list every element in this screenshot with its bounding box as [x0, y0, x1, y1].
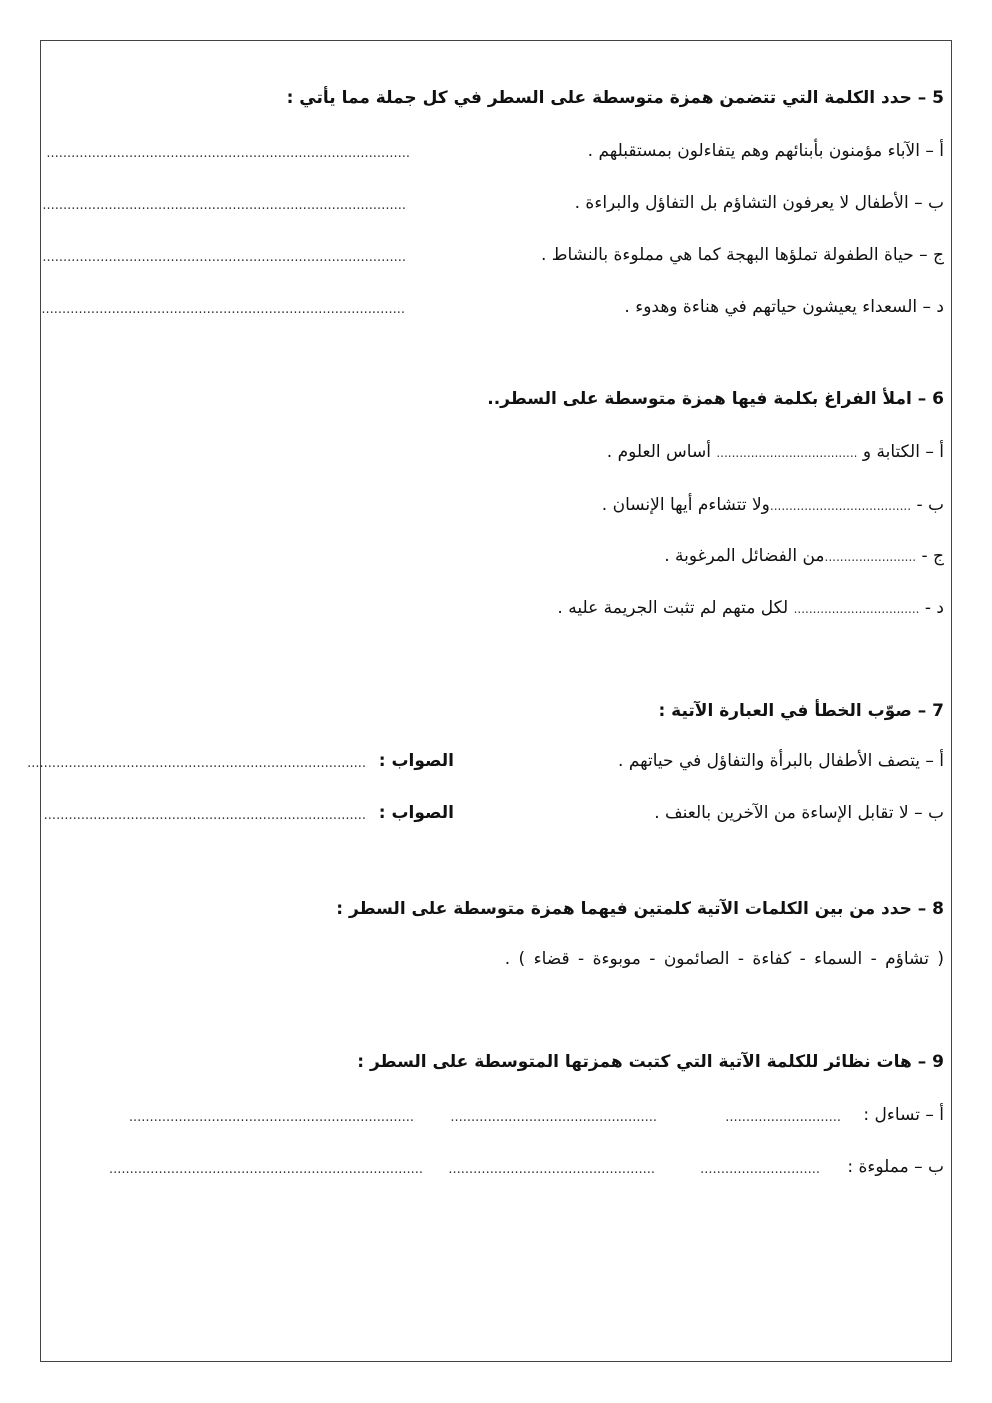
q9-answer-b-1[interactable]: .............................	[700, 1162, 820, 1177]
q9-answer-a-1[interactable]: ............................	[725, 1110, 841, 1125]
q5-title: 5 – حدد الكلمة التي تتضمن همزة متوسطة على السطر في كل جملة مما يأتي :	[286, 88, 944, 108]
q7-answer-b[interactable]: ..............................................................................	[43, 808, 366, 823]
q6-item-d-suffix: لكل متهم لم تثبت الجريمة عليه .	[557, 598, 794, 618]
q7-item-a: أ – يتصف الأطفال بالبرأة والتفاؤل في حياتهم .	[618, 751, 944, 771]
q6-item-c-suffix: من الفضائل المرغوبة .	[664, 546, 825, 566]
q9-item-b-label: ب – مملوءة :	[847, 1157, 944, 1177]
q6-item-a	[607, 441, 944, 464]
q9-answer-b-3[interactable]: ............................................................................	[108, 1162, 423, 1177]
q5-item-d: د – السعداء يعيشون حياتهم في هناءة وهدوء .	[624, 297, 944, 317]
q6-item-c-prefix: ج -	[916, 546, 944, 566]
q6-title: 6 – املأ الفراغ بكلمة فيها همزة متوسطة على السطر..	[487, 389, 944, 409]
q5-item-c: ج – حياة الطفولة تملؤها البهجة كما هي مملوءة بالنشاط .	[540, 245, 944, 265]
q6-blank-d[interactable]: .................................	[793, 602, 920, 616]
q6-item-d	[557, 597, 944, 620]
q6-blank-c[interactable]: ........................	[824, 550, 917, 564]
q7-answer-label-b: الصواب :	[378, 803, 454, 823]
q6-item-c	[664, 545, 944, 568]
q5-answer-a[interactable]: ........................................................................................	[46, 146, 410, 161]
q5-answer-d[interactable]: ........................................................................................	[41, 302, 405, 317]
q5-answer-c[interactable]: ........................................................................................	[42, 250, 406, 265]
q7-answer-label-a: الصواب :	[378, 751, 454, 771]
q9-item-a-label: أ – تساءل :	[863, 1105, 944, 1125]
q5-item-b: ب – الأطفال لا يعرفون التشاؤم بل التفاؤل والبراءة .	[574, 193, 944, 213]
q7-answer-a[interactable]: ..................................................................................	[27, 756, 366, 771]
q9-title: 9 – هات نظائر للكلمة الآتية التي كتبت همزتها المتوسطة على السطر :	[357, 1052, 944, 1072]
q9-answer-b-2[interactable]: ..................................................	[448, 1162, 655, 1177]
q7-item-b: ب – لا تقابل الإساءة من الآخرين بالعنف .	[654, 803, 944, 823]
q6-item-a-suffix: أساس العلوم .	[606, 442, 717, 462]
q9-answer-a-2[interactable]: ..................................................	[450, 1110, 657, 1125]
q6-item-a-prefix: أ – الكتابة و	[857, 442, 944, 462]
q5-answer-b[interactable]: ........................................................................................	[42, 198, 406, 213]
q9-answer-a-3[interactable]: .....................................................................	[128, 1110, 414, 1125]
q6-item-b-suffix: ولا تتشاءم أيها الإنسان .	[601, 495, 770, 515]
q8-title: 8 – حدد من بين الكلمات الآتية كلمتين فيهما همزة متوسطة على السطر :	[336, 899, 944, 919]
q6-blank-b[interactable]: .....................................	[769, 499, 912, 513]
q6-blank-a[interactable]: .....................................	[716, 446, 858, 460]
q7-title: 7 – صوّب الخطأ في العبارة الآتية :	[658, 701, 944, 721]
q6-item-d-prefix: د -	[919, 598, 944, 618]
q6-item-b-prefix: ب -	[911, 495, 944, 515]
q6-item-b	[602, 494, 944, 517]
q5-item-a: أ – الآباء مؤمنون بأبنائهم وهم يتفاءلون بمستقبلهم .	[587, 141, 944, 161]
q8-word-list: ( تشاؤم - السماء - كفاءة - الصائمون - موبوءة - قضاء ) .	[504, 949, 944, 969]
